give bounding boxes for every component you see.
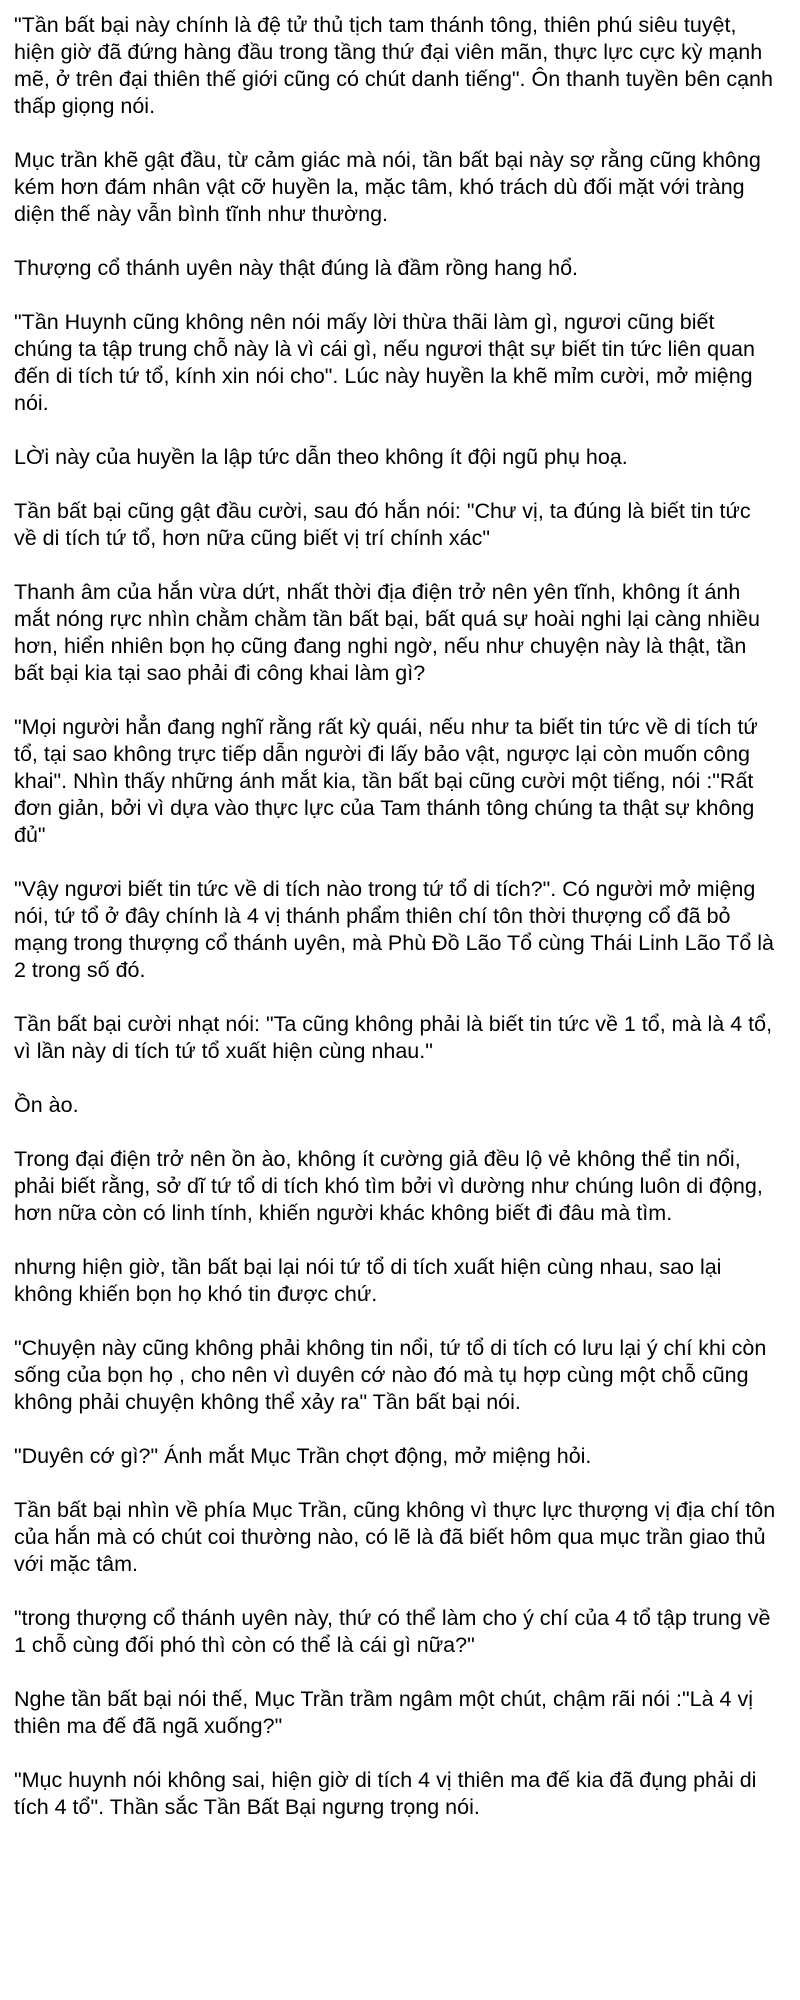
paragraph: Thượng cổ thánh uyên này thật đúng là đầm rồng hang hổ. [14,256,578,280]
paragraph: Thanh âm của hắn vừa dứt, nhất thời địa điện trở nên yên tĩnh, không ít ánh mắt nóng rực nhìn chằm chằm tần bất bại, bất quá sự hoài nghi lại càng nhiều hơn, hiển nhiên bọn họ cũng đang nghi ngờ, nếu như chuyện này là thật, tần bất bại kia tại sao phải đi công khai làm gì? [14,580,760,685]
paragraph: "Mục huynh nói không sai, hiện giờ di tích 4 vị thiên ma đế kia đã đụng phải di tích 4 tổ". Thần sắc Tần Bất Bại ngưng trọng nói. [14,1768,757,1819]
paragraph: Tần bất bại nhìn về phía Mục Trần, cũng không vì thực lực thượng vị địa chí tôn của hắn mà có chút coi thường nào, có lẽ là đã biết hôm qua mục trần giao thủ với mặc tâm. [14,1498,776,1576]
paragraph: LỜi này của huyền la lập tức dẫn theo không ít đội ngũ phụ hoạ. [14,445,628,469]
paragraph: "Duyên cớ gì?" Ánh mắt Mục Trần chợt động, mở miệng hỏi. [14,1444,592,1468]
paragraph: "Tần Huynh cũng không nên nói mấy lời thừa thãi làm gì, ngươi cũng biết chúng ta tập trung chỗ này là vì cái gì, nếu ngươi thật sự biết tin tức liên quan đến di tích tứ tổ, kính xin nói cho". Lúc này huyền la khẽ mỉm cười, mở miệng nói. [14,310,755,415]
paragraph: Tần bất bại cười nhạt nói: "Ta cũng không phải là biết tin tức về 1 tổ, mà là 4 tổ, vì lần này di tích tứ tổ xuất hiện cùng nhau." [14,1012,773,1063]
paragraph: "Tần bất bại này chính là đệ tử thủ tịch tam thánh tông, thiên phú siêu tuyệt, hiện giờ đã đứng hàng đầu trong tầng thứ đại viên mãn, thực lực cực kỳ mạnh mẽ, ở trên đại thiên thế giới cũng có chút danh tiếng". Ôn thanh tuyền bên cạnh thấp giọng nói. [14,13,773,118]
paragraph: nhưng hiện giờ, tần bất bại lại nói tứ tổ di tích xuất hiện cùng nhau, sao lại không khiến bọn họ khó tin được chứ. [14,1255,722,1306]
paragraph: Nghe tần bất bại nói thế, Mục Trần trầm ngâm một chút, chậm rãi nói :"Là 4 vị thiên ma đế đã ngã xuống?" [14,1687,753,1738]
paragraph: "Chuyện này cũng không phải không tin nổi, tứ tổ di tích có lưu lại ý chí khi còn sống của bọn họ , cho nên vì duyên cớ nào đó mà tụ hợp cùng một chỗ cũng không phải chuyện không thể xảy ra" Tần bất bại nói. [14,1336,767,1414]
paragraph: "Mọi người hẳn đang nghĩ rằng rất kỳ quái, nếu như ta biết tin tức về di tích tứ tổ, tại sao không trực tiếp dẫn người đi lấy bảo vật, ngược lại còn muốn công khai". Nhìn thấy những ánh mắt kia, tần bất bại cũng cười một tiếng, nói :"Rất đơn giản, bởi vì dựa vào thực lực của Tam thánh tông chúng ta thật sự không đủ" [14,715,758,847]
paragraph: "trong thượng cổ thánh uyên này, thứ có thể làm cho ý chí của 4 tổ tập trung về 1 chỗ cùng đối phó thì còn có thể là cái gì nữa?" [14,1606,771,1657]
paragraph: Mục trần khẽ gật đầu, từ cảm giác mà nói, tần bất bại này sợ rằng cũng không kém hơn đám nhân vật cỡ huyền la, mặc tâm, khó trách dù đối mặt với tràng diện thế này vẫn bình tĩnh như thường. [14,148,761,226]
paragraph: Ồn ào. [14,1093,79,1117]
paragraph: Tần bất bại cũng gật đầu cười, sau đó hắn nói: "Chư vị, ta đúng là biết tin tức về di tích tứ tổ, hơn nữa cũng biết vị trí chính xác" [14,499,751,550]
paragraph: Trong đại điện trở nên ồn ào, không ít cường giả đều lộ vẻ không thể tin nổi, phải biết rằng, sở dĩ tứ tổ di tích khó tìm bởi vì dường như chúng luôn di động, hơn nữa còn có linh tính, khiến người khác không biết đi đâu mà tìm. [14,1147,763,1225]
paragraph: "Vậy ngươi biết tin tức về di tích nào trong tứ tổ di tích?". Có người mở miệng nói, tứ tổ ở đây chính là 4 vị thánh phẩm thiên chí tôn thời thượng cổ đã bỏ mạng trong thượng cổ thánh uyên, mà Phù Đồ Lão Tổ cùng Thái Linh Lão Tổ là 2 trong số đó. [14,877,774,982]
